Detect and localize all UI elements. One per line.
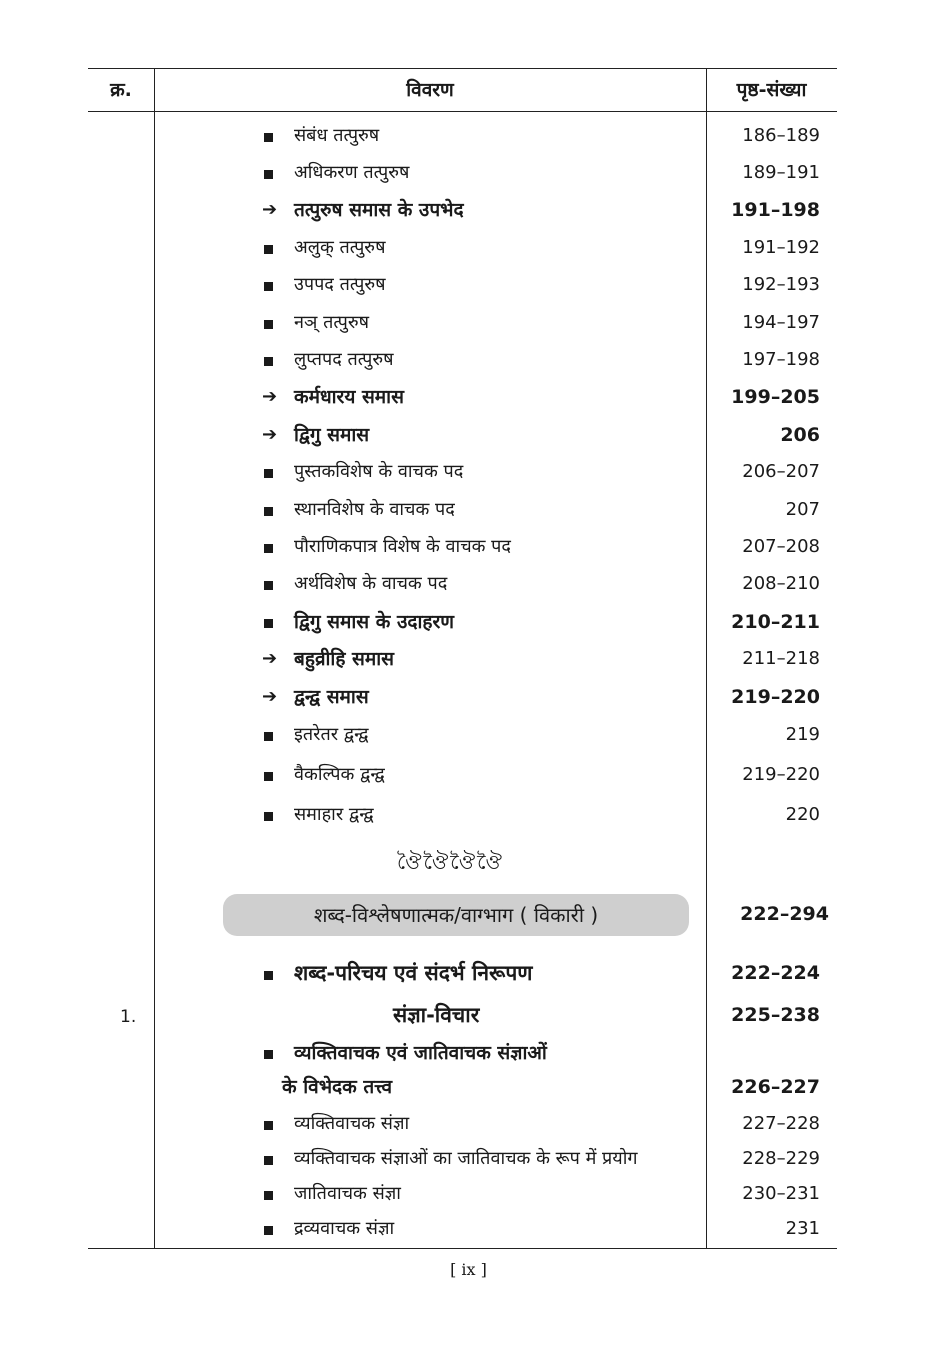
toc-row-label: व्यक्तिवाचक संज्ञा [294, 1113, 410, 1134]
bullet-icon [264, 544, 273, 553]
toc-row [88, 457, 837, 487]
arrow-icon: ➔ [262, 686, 278, 707]
chapter-title: संज्ञा-विचार [393, 1003, 480, 1027]
toc-row-pages: 227–228 [742, 1113, 820, 1134]
arrow-icon: ➔ [262, 648, 278, 669]
toc-row-pages: 206–207 [742, 461, 820, 482]
toc-row [88, 682, 837, 712]
toc-row-pages: 208–210 [742, 573, 820, 594]
toc-row [88, 1214, 837, 1244]
toc-row [88, 195, 837, 225]
toc-row-label: पुस्तकविशेष के वाचक पद [294, 461, 464, 482]
toc-row-label: नञ् तत्पुरुष [294, 312, 370, 333]
toc-row-pages: 219–220 [742, 764, 820, 785]
toc-row-label: अधिकरण तत्पुरुष [294, 162, 410, 183]
toc-row-diff-cont [88, 1072, 837, 1102]
toc-row [88, 569, 837, 599]
bullet-icon [264, 1226, 273, 1235]
toc-row-label: व्यक्तिवाचक संज्ञाओं का जातिवाचक के रूप में प्रयोग [294, 1148, 638, 1169]
toc-row-intro [88, 958, 837, 988]
toc-row-pages: 228–229 [742, 1148, 820, 1169]
toc-row [88, 1144, 837, 1174]
toc-row [88, 382, 837, 412]
toc-row-chapter [88, 1000, 837, 1030]
toc-row-pages: 194–197 [742, 312, 820, 333]
bullet-icon [264, 619, 273, 628]
toc-row-pages: 191–198 [731, 199, 820, 221]
toc-row-pages: 222–224 [731, 962, 820, 984]
toc-row-label: पौराणिकपात्र विशेष के वाचक पद [294, 536, 511, 557]
toc-row [88, 158, 837, 188]
toc-row-pages: 192–193 [742, 274, 820, 295]
toc-row [88, 270, 837, 300]
toc-row-label: तत्पुरुष समास के उपभेद [294, 199, 464, 221]
section-pages: 222–294 [740, 903, 829, 925]
toc-row-pages: 189–191 [742, 162, 820, 183]
bullet-icon [264, 320, 273, 329]
chapter-number: 1. [120, 1007, 137, 1027]
toc-row [88, 495, 837, 525]
toc-row-pages: 231 [785, 1218, 820, 1239]
ornament-divider: ঔৈঔৈঔৈঔৈ [397, 850, 504, 874]
toc-row-label-line1: व्यक्तिवाचक एवं जातिवाचक संज्ञाओं [294, 1042, 547, 1064]
toc-row-pages: 191–192 [742, 237, 820, 258]
table-bottom-rule [88, 1248, 837, 1249]
toc-row [88, 121, 837, 151]
toc-row-label: द्रव्यवाचक संज्ञा [294, 1218, 395, 1239]
page-number-footer: [ ix ] [450, 1260, 487, 1279]
toc-row [88, 760, 837, 790]
toc-row-label: जातिवाचक संज्ञा [294, 1183, 401, 1204]
bullet-icon [264, 971, 273, 980]
toc-row-label: शब्द-परिचय एवं संदर्भ निरूपण [294, 961, 533, 985]
toc-row-label: अर्थविशेष के वाचक पद [294, 573, 448, 594]
toc-row-label: द्विगु समास के उदाहरण [294, 611, 454, 633]
bullet-icon [264, 1121, 273, 1130]
toc-row-pages: 220 [785, 804, 820, 825]
section-banner [223, 894, 689, 936]
bullet-icon [264, 1191, 273, 1200]
bullet-icon [264, 732, 273, 741]
toc-row [88, 800, 837, 830]
toc-row-pages: 219–220 [731, 686, 820, 708]
toc-row-label: कर्मधारय समास [294, 386, 404, 408]
toc-row-label: बहुव्रीहि समास [294, 648, 395, 670]
toc-row-label-line2: के विभेदक तत्त्व [282, 1076, 393, 1098]
toc-row-pages: 206 [780, 424, 820, 446]
toc-row-pages: 199–205 [731, 386, 820, 408]
arrow-icon: ➔ [262, 424, 278, 445]
toc-row-pages: 226–227 [731, 1076, 820, 1098]
toc-row-label: द्विगु समास [294, 424, 370, 446]
header-page-number: पृष्ठ-संख्या [736, 79, 807, 101]
toc-row-label: वैकल्पिक द्वन्द्व [294, 764, 385, 785]
table-top-rule [88, 68, 837, 69]
header-description: विवरण [406, 79, 454, 101]
toc-row [88, 233, 837, 263]
toc-row-label: इतरेतर द्वन्द्व [294, 724, 369, 745]
toc-row-pages: 197–198 [742, 349, 820, 370]
toc-row-label: उपपद तत्पुरुष [294, 274, 386, 295]
toc-row [88, 308, 837, 338]
toc-row [88, 420, 837, 450]
section-title: शब्द-विश्लेषणात्मक/वाग्भाग ( विकारी ) [313, 903, 599, 927]
toc-row [88, 720, 837, 750]
bullet-icon [264, 1050, 273, 1059]
toc-row-label: संबंध तत्पुरुष [294, 125, 380, 146]
chapter-pages: 225–238 [731, 1004, 820, 1026]
bullet-icon [264, 469, 273, 478]
bullet-icon [264, 1156, 273, 1165]
toc-row [88, 345, 837, 375]
toc-row [88, 1179, 837, 1209]
toc-row-diff [88, 1038, 837, 1068]
toc-row-pages: 210–211 [731, 611, 820, 633]
toc-row-label: अलुक् तत्पुरुष [294, 237, 386, 258]
toc-row-label: समाहार द्वन्द्व [294, 804, 374, 825]
toc-row-label: लुप्तपद तत्पुरुष [294, 349, 394, 370]
toc-row [88, 607, 837, 637]
toc-row [88, 644, 837, 674]
header-serial: क्र. [110, 79, 132, 101]
bullet-icon [264, 581, 273, 590]
toc-row-pages: 211–218 [742, 648, 820, 669]
toc-row-pages: 186–189 [742, 125, 820, 146]
bullet-icon [264, 812, 273, 821]
toc-table [88, 68, 837, 1249]
toc-row [88, 1109, 837, 1139]
bullet-icon [264, 507, 273, 516]
toc-row-label: द्वन्द्व समास [294, 686, 369, 708]
arrow-icon: ➔ [262, 386, 278, 407]
toc-row [88, 532, 837, 562]
header-rule [88, 111, 837, 112]
toc-row-pages: 230–231 [742, 1183, 820, 1204]
toc-row-label: स्थानविशेष के वाचक पद [294, 499, 455, 520]
bullet-icon [264, 170, 273, 179]
toc-row-pages: 219 [785, 724, 820, 745]
bullet-icon [264, 282, 273, 291]
arrow-icon: ➔ [262, 199, 278, 220]
bullet-icon [264, 357, 273, 366]
bullet-icon [264, 133, 273, 142]
toc-row-pages: 207–208 [742, 536, 820, 557]
bullet-icon [264, 245, 273, 254]
bullet-icon [264, 772, 273, 781]
toc-row-pages: 207 [785, 499, 820, 520]
